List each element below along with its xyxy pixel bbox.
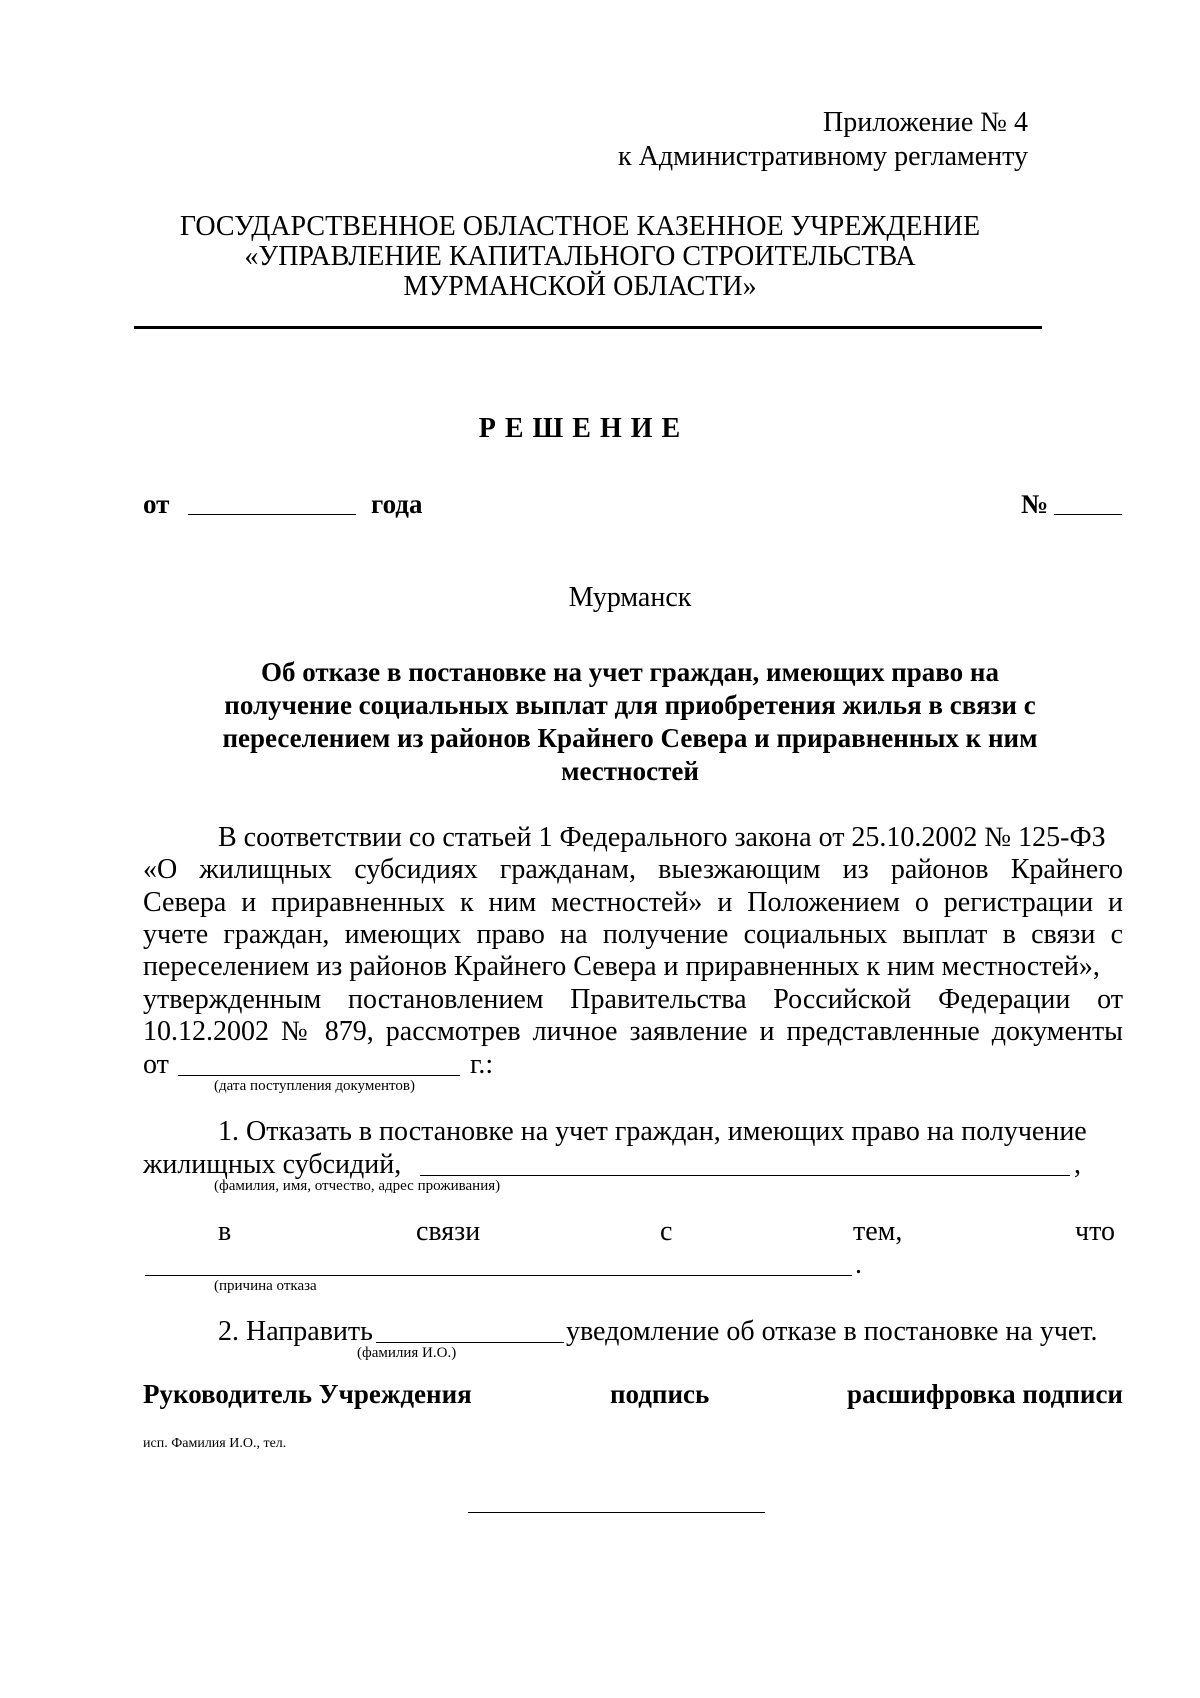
body-g-label: г.: <box>470 1049 494 1080</box>
reason-word-4: тем, <box>853 1216 903 1247</box>
reason-period: . <box>855 1249 862 1280</box>
date-year-label: года <box>371 489 423 519</box>
body-line-3: Севера и приравненных к ним местностей» и Положением о регистрации и <box>143 887 1123 918</box>
item1-line-1: 1. Отказать в постановке на учет граждан, имеющих право на получение <box>218 1116 1087 1147</box>
item2-suffix: уведомление об отказе в постановке на учет. <box>566 1316 1098 1347</box>
number-label: № <box>1021 489 1049 519</box>
body-line-7: 10.12.2002 № 879, рассмотрев личное заявление и представленные документы <box>143 1016 1123 1047</box>
body-line-5: переселением из районов Крайнего Севера и приравненных к ним местностей», <box>143 951 1100 982</box>
appendix-line-2: к Административному регламенту <box>618 141 1028 172</box>
city: Мурманск <box>568 582 692 613</box>
signature-sign: подпись <box>610 1379 710 1409</box>
body-line-4: учете граждан, имеющих право на получение социальных выплат в связи с <box>143 919 1123 950</box>
item2-prefix: 2. Направить <box>218 1316 373 1347</box>
hint-name: (фамилия, имя, отчество, адрес проживания) <box>214 1178 501 1194</box>
reason-word-2: связи <box>416 1216 481 1247</box>
hint-date: (дата поступления документов) <box>214 1078 415 1094</box>
item1-line-2: жилищных субсидий, <box>143 1149 402 1180</box>
subject-line-4: местностей <box>561 756 699 786</box>
subject-line-2: получение социальных выплат для приобретения жилья в связи с <box>224 690 1036 720</box>
body-line-1: В соответствии со статьей 1 Федерального закона от 25.10.2002 № 125-ФЗ <box>218 822 1106 853</box>
reason-word-5: что <box>1075 1216 1115 1247</box>
body-line-6: утвержденным постановлением Правительства Российской Федерации от <box>143 984 1123 1015</box>
recipient-blank[interactable] <box>376 1342 564 1343</box>
bottom-separator <box>468 1512 765 1513</box>
name-address-blank[interactable] <box>420 1175 1070 1176</box>
org-header-line-2: «УПРАВЛЕНИЕ КАПИТАЛЬНОГО СТРОИТЕЛЬСТВА <box>244 241 916 272</box>
signature-decode: расшифровка подписи <box>847 1379 1123 1409</box>
subject-line-1: Об отказе в постановке на учет граждан, имеющих право на <box>261 657 999 687</box>
reason-blank[interactable] <box>145 1275 852 1276</box>
org-header-line-1: ГОСУДАРСТВЕННОЕ ОБЛАСТНОЕ КАЗЕННОЕ УЧРЕЖДЕНИЕ <box>179 211 981 242</box>
documents-date-blank[interactable] <box>178 1075 460 1076</box>
document-title: Р Е Ш Е Н И Е <box>478 413 682 444</box>
number-blank[interactable] <box>1054 514 1122 515</box>
executor-note: исп. Фамилия И.О., тел. <box>143 1436 287 1451</box>
subject-line-3: переселением из районов Крайнего Севера и приравненных к ним <box>222 723 1038 753</box>
hint-recipient: (фамилия И.О.) <box>357 1345 457 1361</box>
org-header-line-3: МУРМАНСКОЙ ОБЛАСТИ» <box>403 271 757 302</box>
date-blank[interactable] <box>188 514 356 515</box>
body-from-label: от <box>143 1049 169 1080</box>
header-divider <box>134 326 1042 329</box>
reason-word-3: с <box>660 1216 673 1247</box>
reason-word-1: в <box>218 1216 232 1247</box>
signature-head: Руководитель Учреждения <box>143 1379 472 1409</box>
hint-reason: (причина отказа <box>214 1278 317 1294</box>
appendix-line-1: Приложение № 4 <box>823 107 1028 138</box>
date-from-label: от <box>143 489 170 519</box>
item1-comma: , <box>1074 1149 1081 1180</box>
body-line-2: «О жилищных субсидиях гражданам, выезжающим из районов Крайнего <box>143 854 1123 885</box>
